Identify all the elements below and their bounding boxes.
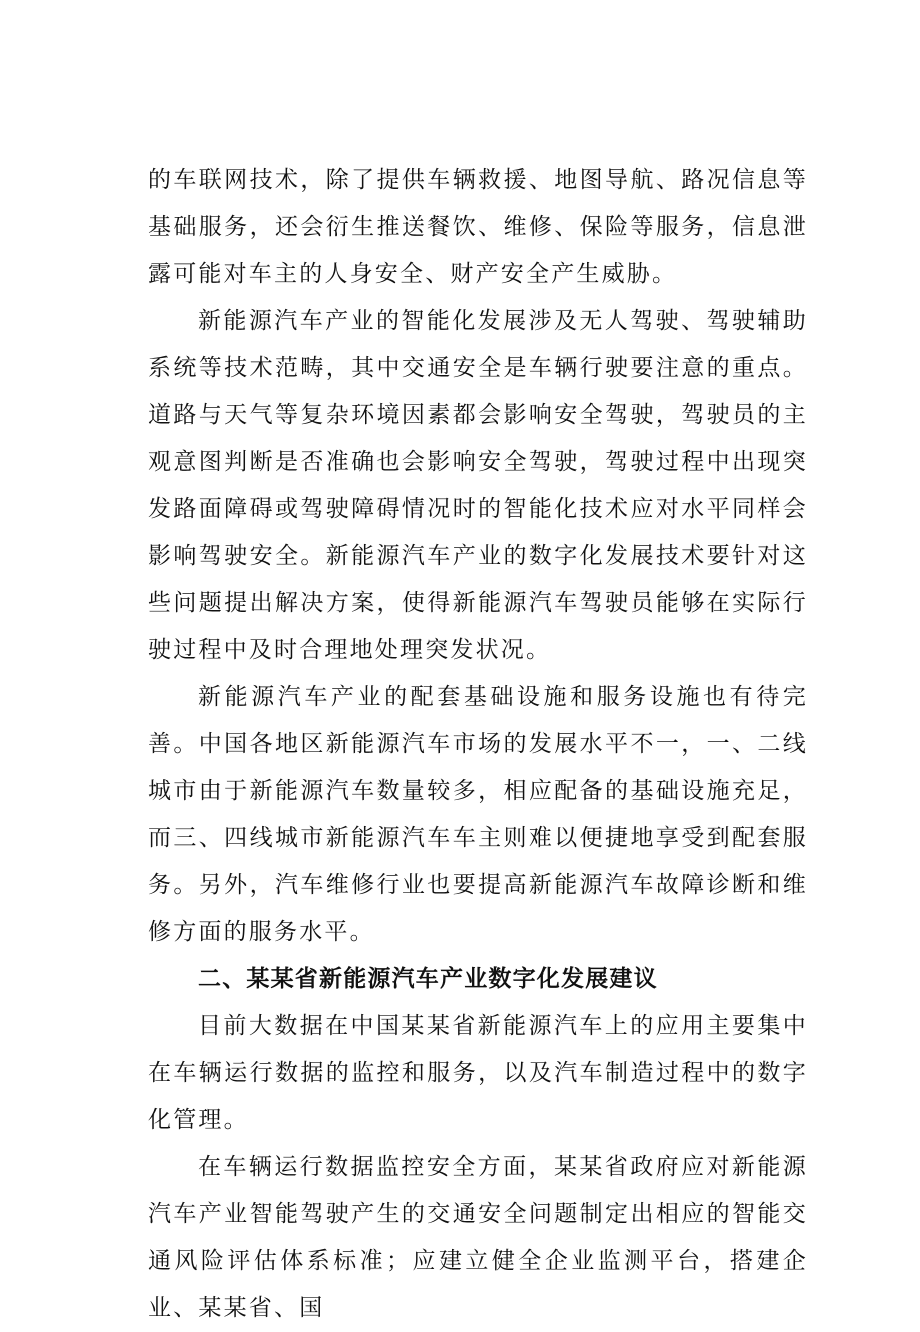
- paragraph-monitoring: 在车辆运行数据监控安全方面，某某省政府应对新能源汽车产业智能驾驶产生的交通安全问题制定出相应的智能交通风险评估体系标准；应建立健全企业监测平台，搭建企业、某某省、国: [148, 1154, 808, 1321]
- section-heading: 二、某某省新能源汽车产业数字化发展建议: [198, 966, 658, 992]
- document-body: [148, 157, 808, 1332]
- paragraph-continuation: 的车联网技术，除了提供车辆救援、地图导航、路况信息等基础服务，还会衍生推送餐饮、维修、保险等服务，信息泄露可能对车主的人身安全、财产安全产生威胁。: [148, 167, 808, 287]
- paragraph-big-data: 目前大数据在中国某某省新能源汽车上的应用主要集中在车辆运行数据的监控和服务，以及汽车制造过程中的数字化管理。: [148, 1013, 808, 1133]
- paragraph-infrastructure: 新能源汽车产业的配套基础设施和服务设施也有待完善。中国各地区新能源汽车市场的发展水平不一，一、二线城市由于新能源汽车数量较多，相应配备的基础设施充足，而三、四线城市新能源汽车车主则难以便捷地享受到配套服务。另外，汽车维修行业也要提高新能源汽车故障诊断和维修方面的服务水平。: [148, 684, 808, 945]
- paragraph-intelligent-driving: 新能源汽车产业的智能化发展涉及无人驾驶、驾驶辅助系统等技术范畴，其中交通安全是车辆行驶要注意的重点。道路与天气等复杂环境因素都会影响安全驾驶，驾驶员的主观意图判断是否准确也会影响安全驾驶，驾驶过程中出现突发路面障碍或驾驶障碍情况时的智能化技术应对水平同样会影响驾驶安全。新能源汽车产业的数字化发展技术要针对这些问题提出解决方案，使得新能源汽车驾驶员能够在实际行驶过程中及时合理地处理突发状况。: [148, 308, 808, 663]
